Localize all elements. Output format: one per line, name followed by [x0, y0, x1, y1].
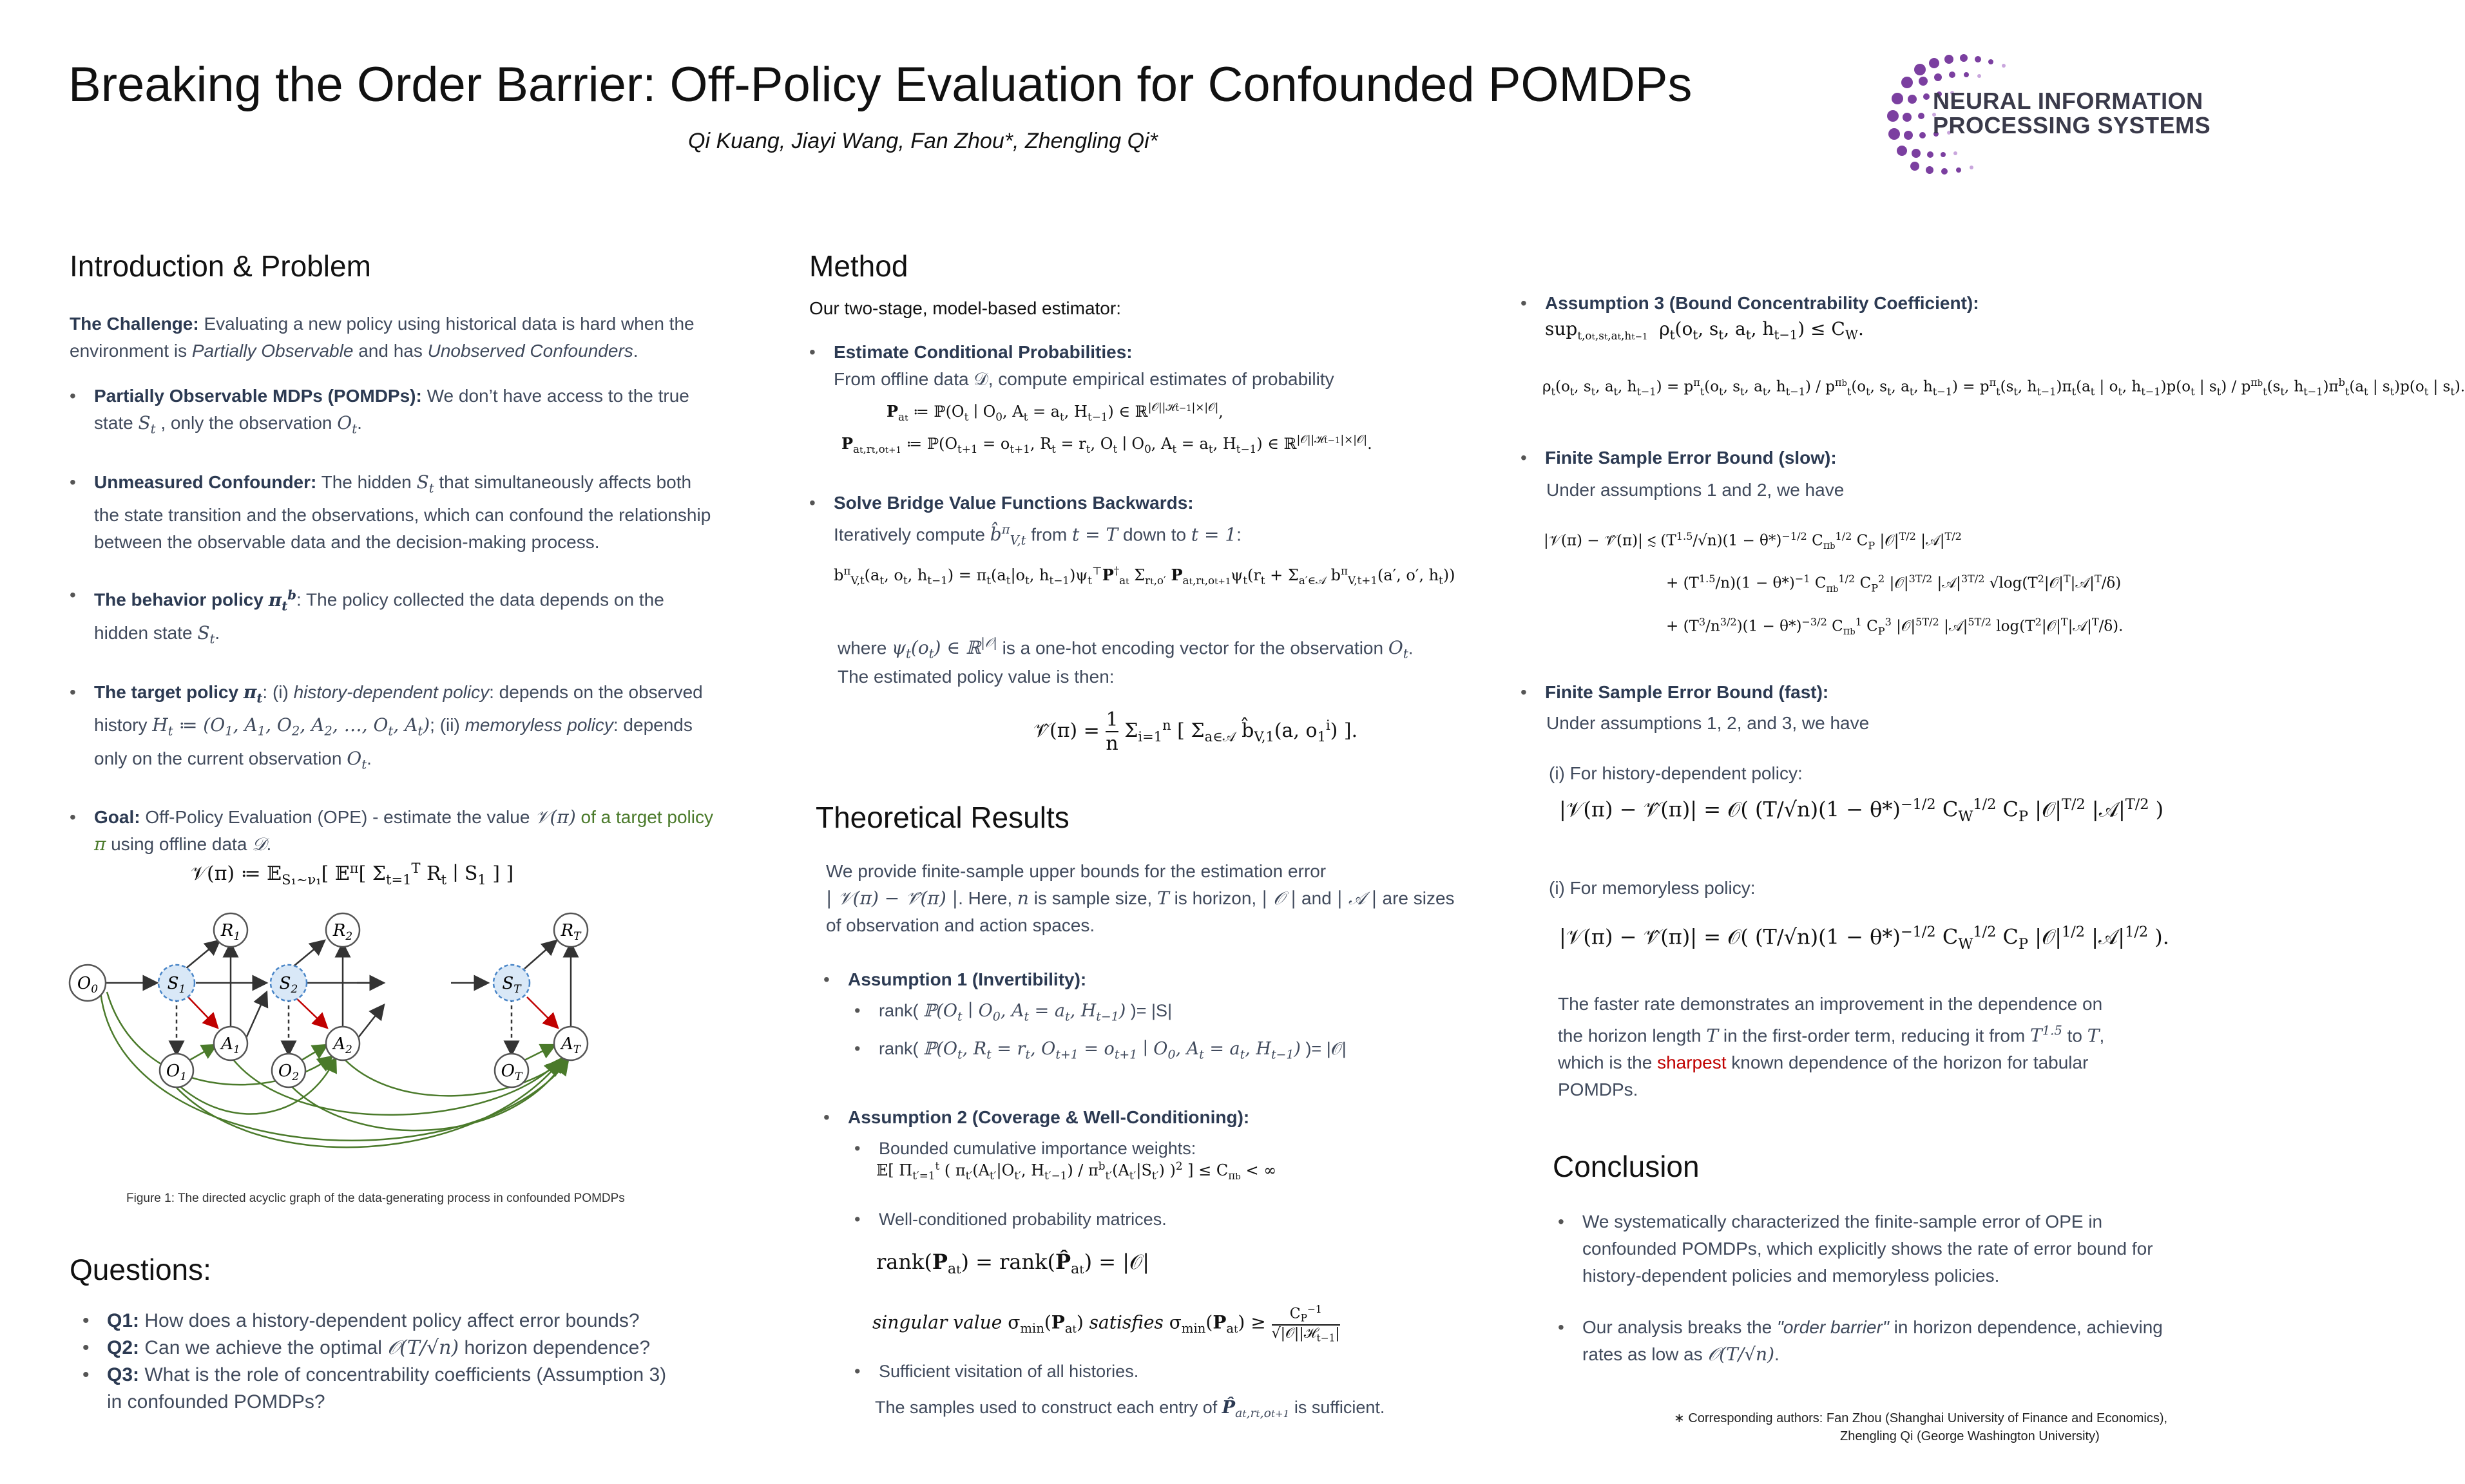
- wellcond-item: [854, 1206, 1499, 1233]
- conclusion-1-text: We systematically characterized the finite-sample error of OPE in confounded POMDPs, which explicitly shows the rate of error bound for history-dependent policies and memoryless policies.: [1582, 1212, 2153, 1286]
- slow-bound: [1520, 444, 2165, 471]
- confounder-label: Unmeasured Confounder:: [94, 471, 317, 492]
- node-aT: [554, 1027, 588, 1060]
- pomdp-text: We don’t have access to the true state: [94, 386, 689, 433]
- assumption-1: [823, 966, 1468, 993]
- edge-s2-r2: [291, 940, 325, 969]
- target-history-dependent: history-dependent policy: [293, 681, 490, 702]
- step-2-text-b: from: [1026, 524, 1072, 545]
- q2-math: 𝒪(T/√n): [387, 1337, 459, 1359]
- assumption-2: [823, 1104, 1468, 1131]
- fast-bound: [1520, 679, 2165, 706]
- theory-intro-b: . Here,: [958, 888, 1017, 908]
- goal-bullet: • Goal: Off-Policy Evaluation (OPE) - estimate the value 𝒱(π) of a target policy π using offline data 𝒟.: [70, 804, 720, 858]
- target-bullet: • The target policy $\pi_t$: (i) history-dependent policy: depends on the observed history $H_t$ ≔ ($O_1$, $A_1$, $O_2$, $A_2$, …, $O_t$, $A_t$); (ii) memoryless policy: depends only on the current observation $O_t$.: [70, 679, 720, 779]
- theory-intro: We provide finite-sample upper bounds for the estimation error | 𝒱(π) − 𝒱̂(π) |. Here, n is sample size, T is horizon, | 𝒪 | and | 𝒜 | are sizes of observation and action spaces.: [826, 861, 1455, 935]
- target-text-d: : depends only on the current observation: [94, 715, 693, 768]
- confounder-bullet: • Unmeasured Confounder: The hidden $S_t$ that simultaneously affects both the state transition and the observations, which can confound the relationship between the observable data and the decision-making process.: [70, 469, 720, 556]
- poster-title: Breaking the Order Barrier: Off-Policy Evaluation for Confounded POMDPs: [68, 57, 1693, 112]
- q2-text: Can we achieve the optimal: [139, 1337, 388, 1358]
- fast-bound-item: [1520, 679, 2165, 706]
- goal-text: Off-Policy Evaluation (OPE) - estimate the value: [140, 807, 535, 828]
- where-line: where $\psi_t(o_t)$ ∈ ℝ$^{|𝒪|}$ is a one-hot encoding vector for the observation $O_t$.: [838, 636, 1414, 661]
- q1-text: How does a history-dependent policy affect error bounds?: [139, 1310, 640, 1331]
- rank-equation: $rank(P_{at})$ = $rank(P̂_{at})$ = |𝒪|: [876, 1250, 1149, 1278]
- node-s1: [158, 965, 195, 1001]
- node-s2-label: S: [279, 974, 291, 993]
- step-1-text: From offline data 𝒟, compute empirical estimates of probability: [834, 369, 1334, 389]
- samples-line: The samples used to construct each entry of $P̂_{at,rt,ot+1}$ is sufficient.: [875, 1398, 1385, 1421]
- node-sT: [494, 965, 530, 1001]
- fast-label: Finite Sample Error Bound (: [1545, 682, 1785, 702]
- estimated-line: The estimated policy value is then:: [838, 667, 1115, 687]
- assumption-1-ranks: [854, 997, 1499, 1069]
- assumption-1-item: [823, 966, 1468, 993]
- svg-text:S2: $S_2$: [279, 974, 298, 996]
- step-2-text-c: down to: [1118, 524, 1191, 545]
- questions-list: [82, 1308, 675, 1416]
- rank-1-post: )= |S|: [1126, 1001, 1173, 1020]
- conclusion-heading: Conclusion: [1553, 1150, 1700, 1183]
- faster-e: known dependence of the horizon for tabular POMDPs.: [1558, 1052, 2089, 1100]
- assumption-3-label: Assumption 3 (Bound Concentrability Coefficient):: [1545, 293, 1979, 313]
- wellcond-text: Well-conditioned probability matrices.: [879, 1210, 1167, 1229]
- target-label: The target policy: [94, 681, 244, 702]
- target-memoryless: memoryless policy: [465, 715, 613, 736]
- node-oT-label: O: [501, 1061, 515, 1081]
- assumption-1-label: Assumption 1 (Invertibility):: [848, 969, 1087, 989]
- behavior-label: The behavior policy: [94, 589, 269, 610]
- svg-text:A1: $A_1$: [221, 1034, 240, 1056]
- slow-term-1: |𝒱(π) − 𝒱̂(π)| ≲ $(T^{1.5}/√n)(1 - \theta*)^{-1/2}$ $C_{\pi b}^{1/2}$ $C_P$ $|𝒪|^{T/2}$ $|𝒜|^{T/2}$: [1544, 530, 1962, 552]
- slow-label: Finite Sample Error Bound (: [1545, 448, 1785, 468]
- node-a1: [214, 1027, 247, 1060]
- node-o2-label: O: [278, 1061, 293, 1081]
- assumption-2-label: Assumption 2 (Coverage & Well-Conditioning):: [848, 1107, 1250, 1127]
- goal-label: Goal:: [94, 807, 140, 828]
- logo-line-1: NEURAL INFORMATION: [1933, 88, 2203, 114]
- figure-caption: Figure 1: The directed acyclic graph of the data-generating process in confounded POMDPs: [126, 1192, 625, 1205]
- rank-2-pre: rank(: [879, 1039, 924, 1059]
- singular-word: singular value: [872, 1311, 1002, 1333]
- question-1: [82, 1308, 675, 1335]
- faster-a: The faster rate demonstrates an improvement in the dependence on the horizon length: [1558, 994, 2103, 1046]
- behavior-bullet: • The behavior policy $\pi_t^b$: The policy collected the data depends on the hidden state $S_t$.: [70, 582, 720, 653]
- method-step-1: [809, 339, 1518, 393]
- faster-d: , which is the: [1558, 1025, 2105, 1073]
- edge-s1-r1: [186, 940, 220, 969]
- goal-text-2: using offline data: [106, 834, 253, 855]
- faster-rate-paragraph: The faster rate demonstrates an improvement in the dependence on the horizon length T in the first-order term, reducing it from $T^{1.5}$ to T, which is the sharpest known dependence of the horizon for tabular POMDPs.: [1558, 994, 2105, 1100]
- node-a2-label: A: [333, 1034, 345, 1054]
- svg-text:R2: $R_2$: [332, 921, 353, 943]
- conclusion-2-text-a: Our analysis breaks the: [1582, 1317, 1777, 1337]
- edge-sT-aT-red: [527, 997, 558, 1028]
- method-heading: Method: [809, 249, 908, 283]
- fast-word: fast: [1784, 682, 1817, 702]
- theory-heading: Theoretical Results: [816, 801, 1069, 834]
- assumption-2-suff: [854, 1358, 1499, 1385]
- svg-text:ST: $S_T$: [502, 974, 521, 996]
- conclusion-list: [1558, 1208, 2163, 1368]
- confounder-text: The hidden: [316, 471, 417, 492]
- concentrability-sup-equation: sup$_{t,ot,st,at,ht-1}$ $\rho_t(o_t$, $s_t$, $a_t$, $h_{t-1}) \le C_W$.: [1545, 318, 1864, 343]
- node-s1-label: S: [167, 974, 179, 993]
- satisfies-word: satisfies: [1089, 1311, 1164, 1333]
- assumption-3-item: [1520, 290, 2165, 317]
- node-s2: [271, 965, 307, 1001]
- author-list: Qi Kuang, Jiayi Wang, Fan Zhou*, Zhengling Qi*: [688, 129, 1158, 153]
- dag-figure: [62, 908, 655, 1179]
- sufficient-item: [854, 1358, 1499, 1385]
- bridge-equation: $b^\pi_{V,t}(a_t$, $o_t$, $h_{t-1}) = \pi_t(a_t|o_t$, $h_{t-1})\psi_t^⊤P^\dagger_{at}$ $\Sigma_{rt,o'}$ $P_{at,rt,ot+1}\psi_t(r_t + \Sigma_{a'\in 𝒜}$ $b^\pi_{V,t+1}(a'$, o′, $h_t$)): [834, 564, 1455, 587]
- slow-end: ):: [1825, 448, 1837, 468]
- sufficient-text: Sufficient visitation of all histories.: [879, 1362, 1139, 1381]
- node-aT-label: A: [561, 1034, 573, 1054]
- concentrability-ratio-equation: $\rho_t(o_t$, $s_t$, $a_t$, $h_{t-1}) = p^\pi_t(o_t$, $s_t$, $a_t$, $h_{t-1}) / p^{\pi b}_t(o_t$, $s_t$, $a_t$, $h_{t-1}) = p^\pi_t(s_t$, $h_{t-1})\pi_t(a_t$ | $o_t$, $h_{t-1})p(o_t$ | $s_t) / p^{\pi b}_t(s_t$, $h_{t-1})\pi^b_t(a_t$ | $s_t)p(o_t$ | $s_t$).: [1542, 376, 2465, 398]
- logo-line-2: PROCESSING SYSTEMS: [1933, 112, 2211, 138]
- estimator-equation: 𝒱̂(π) = $\frac{1}{n}$ $\Sigma_{i=1}^n$ [ $\Sigma_{a\in 𝒜}$ $b̂_{V,1}(a$, $o_1^i$) ].: [1033, 709, 1358, 755]
- slow-bound-equation: [1544, 520, 2123, 649]
- slow-term-3: + $(T^3/n^{3/2})(1 - \theta*)^{-3/2}$ $C_{\pi b}^1$ $C_P^3$ $|𝒪|^{5T/2}$ $|𝒜|^{5T/2}$ $\log(T^2|𝒪|^T|𝒜|^T/\delta)$.: [1666, 615, 2124, 637]
- node-rT-label: R: [561, 921, 574, 940]
- rank-1: • rank( $ℙ(O_t$ ∣ $O_0$, $A_t = a_t$, $H_{t-1}$) )= |S|: [854, 997, 1499, 1030]
- conclusion-item-2: [1558, 1314, 2163, 1368]
- theory-intro-c: is sample size,: [1028, 888, 1158, 908]
- theory-intro-d: is horizon,: [1169, 888, 1261, 908]
- step-2-text-a: Iteratively compute: [834, 524, 990, 545]
- assumption-3: [1520, 290, 2165, 317]
- slow-word: slow: [1784, 448, 1825, 468]
- samples-text-b: is sufficient.: [1289, 1398, 1385, 1417]
- edge-s1-a1-red: [188, 997, 218, 1028]
- rank-2-post: )= |𝒪|: [1300, 1039, 1347, 1059]
- slow-under: Under assumptions 1 and 2, we have: [1546, 480, 1845, 500]
- node-a1-label: A: [221, 1034, 233, 1054]
- node-rT: [554, 913, 588, 947]
- theory-intro-a: We provide finite-sample upper bounds for the estimation error: [826, 861, 1327, 881]
- rank-1-pre: rank(: [879, 1001, 924, 1020]
- samples-text-a: The samples used to construct each entry of: [875, 1398, 1222, 1417]
- pomdp-label: Partially Observable MDPs (POMDPs):: [94, 386, 422, 406]
- q2-label: Q2:: [107, 1337, 140, 1358]
- svg-text:AT: $A_T$: [561, 1034, 581, 1056]
- edge-a1-s2: [245, 992, 267, 1041]
- node-oT: [495, 1054, 528, 1087]
- confounder-text-2: that simultaneously affects both the state transition and the observations, which can confound the relationship between the observable data and the decision-making process.: [94, 471, 711, 553]
- edge-o1-a1: [189, 1045, 216, 1060]
- intro-bullets: [70, 383, 720, 858]
- pomdp-bullet: • Partially Observable MDPs (POMDPs): We don’t have access to the true state $S_t$ , only the observation $O_t$.: [70, 383, 720, 443]
- challenge-partially-observable: Partially Observable: [191, 341, 354, 361]
- memoryless-bound-equation: |𝒱(π) − 𝒱̂(π)| = 𝒪( $(T/√n)(1 - \theta*)^{-1/2}$ $C_W^{1/2}$ $C_P$ $|𝒪|^{1/2}$ $|𝒜|^{1/2}$ ).: [1559, 924, 2169, 953]
- fast-end: ):: [1816, 682, 1829, 702]
- rank-2: • rank( $ℙ(O_t$, $R_t = r_t$, $O_{t+1} = o_{t+1}$ ∣ $O_0$, $A_t = a_t$, $H_{t-1}$) )= |𝒪|: [854, 1035, 1499, 1068]
- singular-value-equation: singular value $\sigma_{min}(P_{at})$ satisfies $\sigma_{min}(P_{at})$ ≥ $C_P^{-1}$ √|𝒪||ℋ$_{t-1}$|: [872, 1304, 1340, 1344]
- target-text-a: : (i): [262, 681, 294, 702]
- edge-oT-aT: [524, 1045, 555, 1060]
- questions-heading: Questions:: [70, 1253, 211, 1286]
- bounded-item: [854, 1135, 1499, 1162]
- challenge-label: The Challenge:: [70, 314, 199, 334]
- pomdp-text-2: , only the observation: [155, 413, 338, 433]
- question-3: [82, 1362, 675, 1416]
- edge-s2-a2-red: [295, 997, 327, 1028]
- footnote-line-1: ∗ Corresponding authors: Fan Zhou (Shanghai University of Finance and Economics),: [1674, 1411, 2168, 1425]
- target-text-b: : depends on the observed history: [94, 681, 703, 736]
- challenge-unobserved: Unobserved Confounders: [427, 341, 633, 361]
- intro-heading: Introduction & Problem: [70, 249, 371, 283]
- svg-text:RT: $R_T$: [561, 921, 581, 943]
- prob-equation-1: $P_{at}$ ≔ $ℙ(O_t$ ∣ $O_0$, $A_t = a_t$, $H_{t-1}$) ∈ ℝ$^{|𝒪||ℋt-1|\times|𝒪|}$,: [887, 401, 1223, 423]
- q1-label: Q1:: [107, 1310, 140, 1331]
- assumption-2-bounded: [854, 1135, 1499, 1162]
- theory-intro-f: are sizes of observation and action spaces.: [826, 888, 1455, 935]
- slow-bound-item: [1520, 444, 2165, 471]
- conclusion-item-1: [1558, 1208, 2163, 1289]
- node-o2: [272, 1054, 305, 1087]
- history-bound-equation: |𝒱(π) − 𝒱̂(π)| = 𝒪( $(T/√n)(1 - \theta*)^{-1/2}$ $C_W^{1/2}$ $C_P$ $|𝒪|^{T/2}$ $|𝒜|^{T/2}$ ): [1559, 796, 2164, 826]
- faster-b: in the first-order term, reducing it from: [1718, 1025, 2031, 1046]
- node-r1: [214, 913, 247, 947]
- logo-text: [1933, 89, 2211, 138]
- history-label: (i) For history-dependent policy:: [1549, 763, 1803, 783]
- svg-text:A2: $A_2$: [333, 1034, 352, 1056]
- svg-text:OT: $O_T$: [501, 1061, 523, 1083]
- question-2: [82, 1335, 675, 1362]
- svg-text:O2: $O_2$: [278, 1061, 300, 1083]
- svg-text:O1: $O_1$: [166, 1061, 187, 1083]
- node-r2: [326, 913, 360, 947]
- behavior-text: : The policy collected the data depends on the hidden state: [94, 589, 664, 643]
- edge-o2-a2: [302, 1045, 327, 1060]
- conclusion-2-math: 𝒪(T/√n): [1707, 1344, 1775, 1365]
- where-text-a: where: [838, 638, 892, 658]
- q2-text-2: horizon dependence?: [459, 1337, 651, 1358]
- theory-intro-e: and: [1296, 888, 1337, 908]
- node-o1: [160, 1054, 193, 1087]
- step-1-label: Estimate Conditional Probabilities:: [834, 342, 1133, 362]
- prob-equation-2: $P_{at,rt,ot+1}$ ≔ $ℙ(O_{t+1} = o_{t+1}$, $R_t = r_t$, $O_t$ ∣ $O_0$, $A_t = a_t$, $H_{t-1}$) ∈ ℝ$^{|𝒪||ℋt-1|\times|𝒪|}$.: [841, 433, 1372, 455]
- assumption-2-item: [823, 1104, 1468, 1131]
- method-step-2: [809, 490, 1518, 555]
- edge-a2-aT: [343, 1058, 562, 1096]
- svg-text:O0: $O_0$: [77, 974, 99, 996]
- slow-term-2: + $(T^{1.5}/n)(1 - \theta*)^{-1}$ $C_{\pi b}^{1/2}$ $C_P^2$ $|𝒪|^{3T/2}$ $|𝒜|^{3T/2}$ $√\log(T^2|𝒪|^T|𝒜|^T/\delta)$: [1666, 573, 2122, 595]
- conclusion-2-text-b: in horizon dependence, achieving rates as low as: [1582, 1317, 2163, 1364]
- challenge-paragraph: [70, 310, 714, 365]
- node-o0-label: O: [77, 974, 91, 993]
- conclusion-2-text-c: .: [1774, 1344, 1779, 1364]
- node-r2-label: R: [332, 921, 346, 940]
- goal-green: of a target policy: [580, 807, 713, 828]
- bounded-text: Bounded cumulative importance weights:: [879, 1139, 1196, 1158]
- conclusion-2-quote: "order barrier": [1776, 1317, 1889, 1337]
- node-sT-label: S: [502, 974, 514, 993]
- challenge-and: and has: [353, 341, 428, 361]
- method-intro: Our two-stage, model-based estimator:: [809, 298, 1121, 318]
- svg-text:S1: $S_1$: [167, 974, 186, 996]
- edge-a2-out: [356, 1005, 384, 1041]
- node-o0: [70, 965, 106, 1001]
- challenge-text: Evaluating a new policy using historical data is hard when the environment is: [70, 314, 695, 361]
- edge-sT-rT: [524, 940, 557, 969]
- value-equation: 𝒱(π) ≔ 𝔼$_{S_1\sim\nu_1}$[ 𝔼$^\pi$[ $\Sigma_{t=1}^T$ $R_t$ ∣ $S_1$ ] ]: [191, 861, 514, 888]
- step-2-item: • Solve Bridge Value Functions Backwards: Iteratively compute b̂$^\pi_{V,t}$ from t = T down to t = 1:: [809, 490, 1518, 555]
- node-a2: [326, 1027, 360, 1060]
- challenge-end: .: [633, 341, 638, 361]
- faster-sharpest: sharpest: [1657, 1052, 1727, 1073]
- step-1-item: [809, 339, 1518, 393]
- footnote-line-2: Zhengling Qi (George Washington University): [1840, 1429, 2100, 1443]
- node-r1-label: R: [220, 921, 234, 940]
- svg-text:R1: $R_1$: [220, 921, 241, 943]
- step-2-label: Solve Bridge Value Functions Backwards:: [834, 493, 1194, 513]
- memoryless-label: (i) For memoryless policy:: [1549, 878, 1756, 898]
- q3-text: What is the role of concentrability coefficients (Assumption 3) in confounded POMDPs?: [107, 1364, 667, 1413]
- importance-weight-equation: 𝔼[ $\Pi_{t'=1}^t$ ( $\pi_{t'}(A_{t'}|O_{t'}$, $H_{t'-1}) / \pi^b_{t'}(A_{t'}|S_{t'})$ )$^2$ ] ≤ $C_{\pi b}$ < ∞: [876, 1159, 1277, 1182]
- where-text-b: is a one-hot encoding vector for the observation: [997, 638, 1388, 658]
- node-o1-label: O: [166, 1061, 180, 1081]
- footnote: [1674, 1409, 2215, 1445]
- faster-c: to: [2062, 1025, 2087, 1046]
- target-text-c: ; (ii): [430, 715, 465, 736]
- fast-under: Under assumptions 1, 2, and 3, we have: [1546, 713, 1870, 733]
- q3-label: Q3:: [107, 1364, 140, 1385]
- assumption-2-wellcond: [854, 1206, 1499, 1233]
